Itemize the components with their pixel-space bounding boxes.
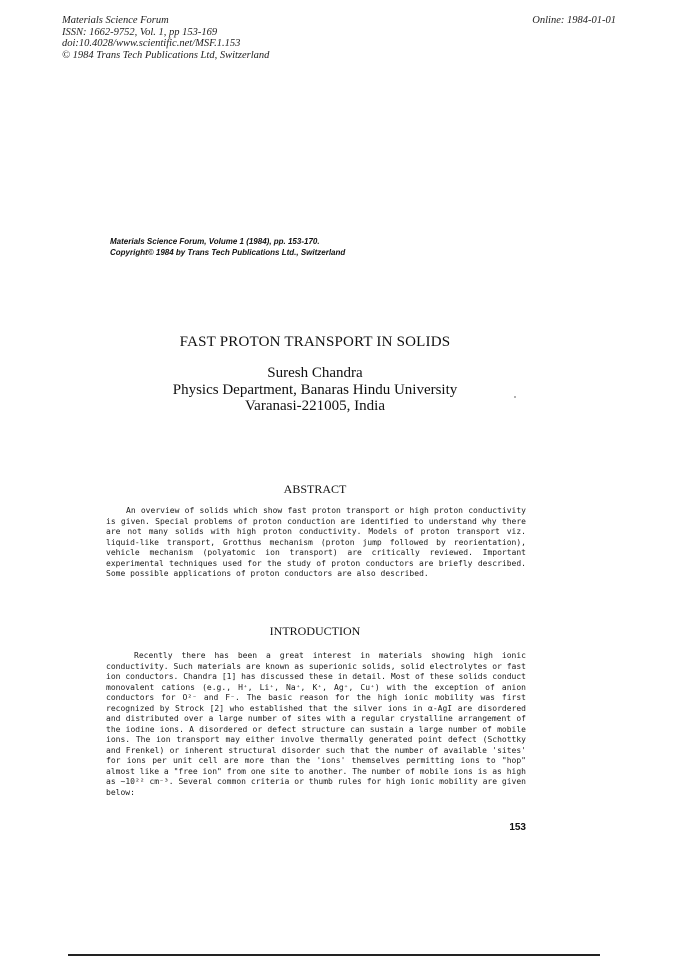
meta-issn: ISSN: 1662-9752, Vol. 1, pp 153-169	[62, 26, 218, 38]
meta-doi[interactable]: doi:10.4028/www.scientific.net/MSF.1.153	[62, 38, 241, 50]
introduction-text	[106, 651, 526, 798]
author-name: Suresh Chandra	[267, 365, 363, 381]
author-department: Physics Department, Banaras Hindu University	[172, 381, 458, 398]
online-date: Online: 1984-01-01	[532, 15, 616, 26]
abstract-body: An overview of solids which show fast proton transport or high proton conductivity is given. Special problems of proton conduction are identified to understand why there are not many solids with high proton conductivity. Models of proton transport viz. liquid-like transport, Grotthus mechanism (proton jump followed by reorientation), vehicle mechanism (polyatomic ion transport) are critically reviewed. Important experimental techniques used for the study of proton conductors are briefly described. Some possible applications of proton conductors are also described.	[106, 506, 526, 578]
introduction-body: Recently there has been a great interest in materials showing high ionic conductivity. Such materials are known as superionic solids, solid electrolytes or fast ion conductors. Chandra [1] has discussed these in detail. Most of these solids conduct monovalent cations (e.g., H⁺, Li⁺, Na⁺, K⁺, Ag⁺, Cu⁺) with the exception of anion conductors for O²⁻ and F⁻. The basic reason for the high ionic mobility was first recognized by Strock [2] who established that the silver ions in α-AgI are disordered and distributed over a large number of sites with a regular crystalline arrangement of the iodine ions. A disordered or defect structure can sustain a large number of mobile ions. The ion transport may either involve thermally generated point defect (Schottky and Frenkel) or inherent structural disorder such that the number of available 'sites' for ions per unit cell are more than the 'ions' themselves permitting ions to "hop" almost like a "free ion" from one site to another. The number of mobile ions is as high as ~10²² cm⁻³. Several common criteria or thumb rules for high ionic mobility are given below:	[106, 651, 526, 797]
meta-copyright: © 1984 Trans Tech Publications Ltd, Switzerland	[62, 49, 270, 61]
page-number: 153	[509, 822, 526, 833]
author-block	[0, 365, 630, 415]
abstract-heading: ABSTRACT	[283, 482, 347, 496]
author-city: Varanasi-221005, India	[245, 398, 385, 414]
introduction-heading: INTRODUCTION	[269, 624, 361, 638]
journal-citation-block	[110, 237, 345, 258]
publication-metadata	[62, 15, 269, 61]
meta-journal: Materials Science Forum	[62, 15, 169, 26]
stray-mark	[514, 396, 516, 398]
journal-citation-line: Materials Science Forum, Volume 1 (1984), pp. 153-170.	[110, 237, 320, 246]
journal-copyright-line: Copyright© 1984 by Trans Tech Publications Ltd., Switzerland	[110, 247, 346, 257]
abstract-text	[106, 506, 526, 580]
paper-title: FAST PROTON TRANSPORT IN SOLIDS	[179, 334, 451, 350]
footer-rule	[68, 954, 600, 956]
